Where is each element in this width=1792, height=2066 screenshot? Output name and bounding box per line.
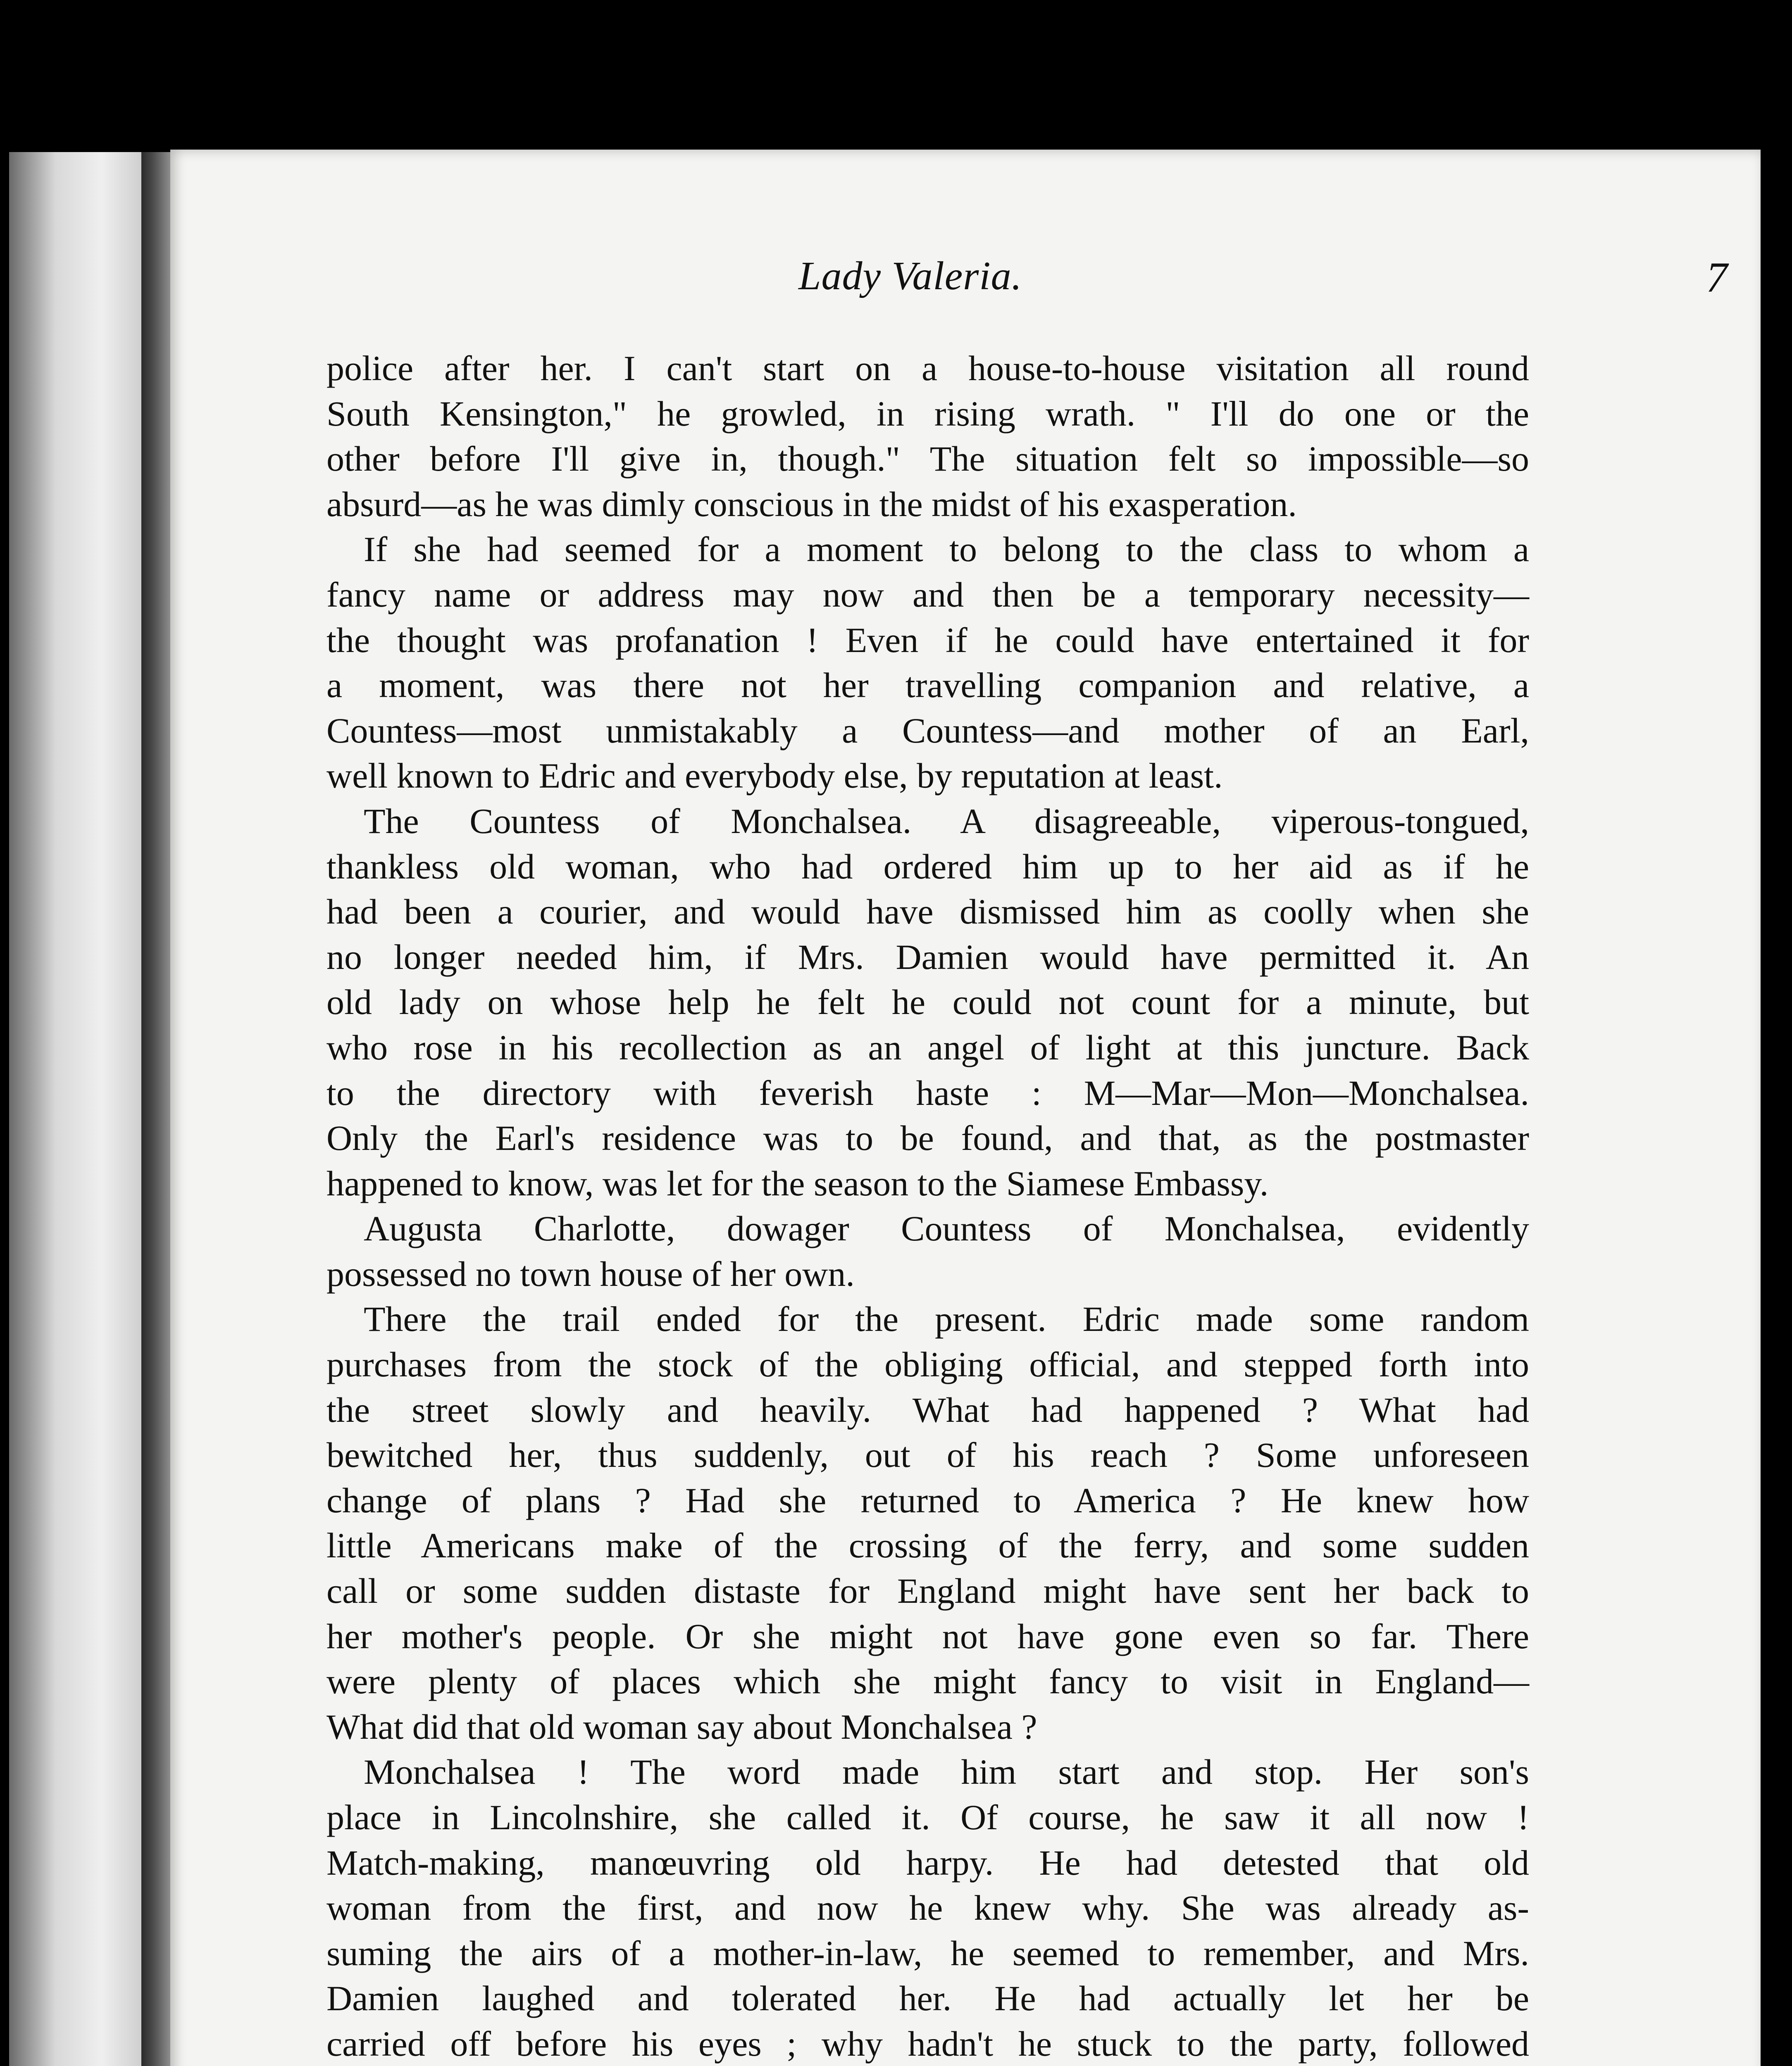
text-line: purchases from the stock of the obliging official, and stepped forth into: [326, 1345, 1529, 1385]
text-line: If she had seemed for a moment to belong to the class to whom a: [364, 529, 1529, 569]
text-line: place in Lincolnshire, she called it. Of course, he saw it all now !: [326, 1797, 1529, 1837]
text-line: Monchalsea ! The word made him start and stop. Her son's: [364, 1752, 1529, 1792]
text-line: well known to Edric and everybody else, by reputation at least.: [326, 756, 1223, 796]
text-line: What did that old woman say about Monchalsea ?: [326, 1707, 1037, 1747]
text-line: change of plans ? Had she returned to America ? He knew how: [326, 1480, 1529, 1520]
text-line: Countess—most unmistakably a Countess—and mother of an Earl,: [326, 710, 1529, 750]
body-text: [326, 346, 1529, 2066]
text-line: thankless old woman, who had ordered him up to her aid as if he: [326, 846, 1529, 886]
text-line: old lady on whose help he felt he could not count for a minute, but: [326, 982, 1529, 1022]
text-line: a moment, was there not her travelling companion and relative, a: [326, 665, 1529, 705]
text-line: the thought was profanation ! Even if he could have entertained it for: [326, 620, 1529, 660]
text-line: to the directory with feverish haste : M—Mar—Mon—Monchalsea.: [326, 1073, 1529, 1113]
text-line: happened to know, was let for the season to the Siamese Embassy.: [326, 1163, 1269, 1203]
text-line: who rose in his recollection as an angel of light at this juncture. Back: [326, 1027, 1529, 1067]
text-line: woman from the first, and now he knew why. She was already as-: [326, 1888, 1529, 1928]
text-line: possessed no town house of her own.: [326, 1254, 855, 1294]
text-line: the street slowly and heavily. What had happened ? What had: [326, 1390, 1529, 1430]
running-head: [170, 253, 1761, 302]
text-line: had been a courier, and would have dismissed him as coolly when she: [326, 892, 1529, 932]
text-line: were plenty of places which she might fancy to visit in England—: [326, 1661, 1529, 1702]
text-line: The Countess of Monchalsea. A disagreeable, viperous-tongued,: [364, 801, 1529, 841]
text-line: call or some sudden distaste for England might have sent her back to: [326, 1571, 1529, 1611]
book-gutter: [141, 152, 170, 2066]
running-title: Lady Valeria.: [798, 254, 1022, 298]
text-line: bewitched her, thus suddenly, out of his reach ? Some unforeseen: [326, 1435, 1529, 1475]
text-line: Augusta Charlotte, dowager Countess of Monchalsea, evidently: [364, 1209, 1529, 1249]
text-line: absurd—as he was dimly conscious in the midst of his exasperation.: [326, 484, 1297, 524]
text-line: Only the Earl's residence was to be found, and that, as the postmaster: [326, 1118, 1529, 1158]
text-line: her mother's people. Or she might not have gone even so far. There: [326, 1616, 1529, 1656]
text-line: South Kensington," he growled, in rising wrath. " I'll do one or the: [326, 393, 1529, 433]
left-facing-page: [9, 152, 141, 2066]
text-line: Damien laughed and tolerated her. He had actually let her be: [326, 1978, 1529, 2018]
page-number: 7: [1706, 254, 1728, 301]
text-line: no longer needed him, if Mrs. Damien would have permitted it. An: [326, 937, 1529, 977]
text-line: police after her. I can't start on a house-to-house visitation all round: [326, 348, 1529, 388]
text-line: carried off before his eyes ; why hadn't he stuck to the party, followed: [326, 2023, 1529, 2064]
text-line: Match-making, manœuvring old harpy. He had detested that old: [326, 1842, 1529, 1883]
text-line: fancy name or address may now and then be a temporary necessity—: [326, 574, 1529, 614]
text-line: suming the airs of a mother-in-law, he seemed to remember, and Mrs.: [326, 1933, 1529, 1973]
book-page: [170, 150, 1761, 2066]
text-line: There the trail ended for the present. Edric made some random: [364, 1299, 1529, 1339]
text-line: little Americans make of the crossing of the ferry, and some sudden: [326, 1526, 1529, 1566]
text-line: other before I'll give in, though." The situation felt so impossible—so: [326, 439, 1529, 479]
